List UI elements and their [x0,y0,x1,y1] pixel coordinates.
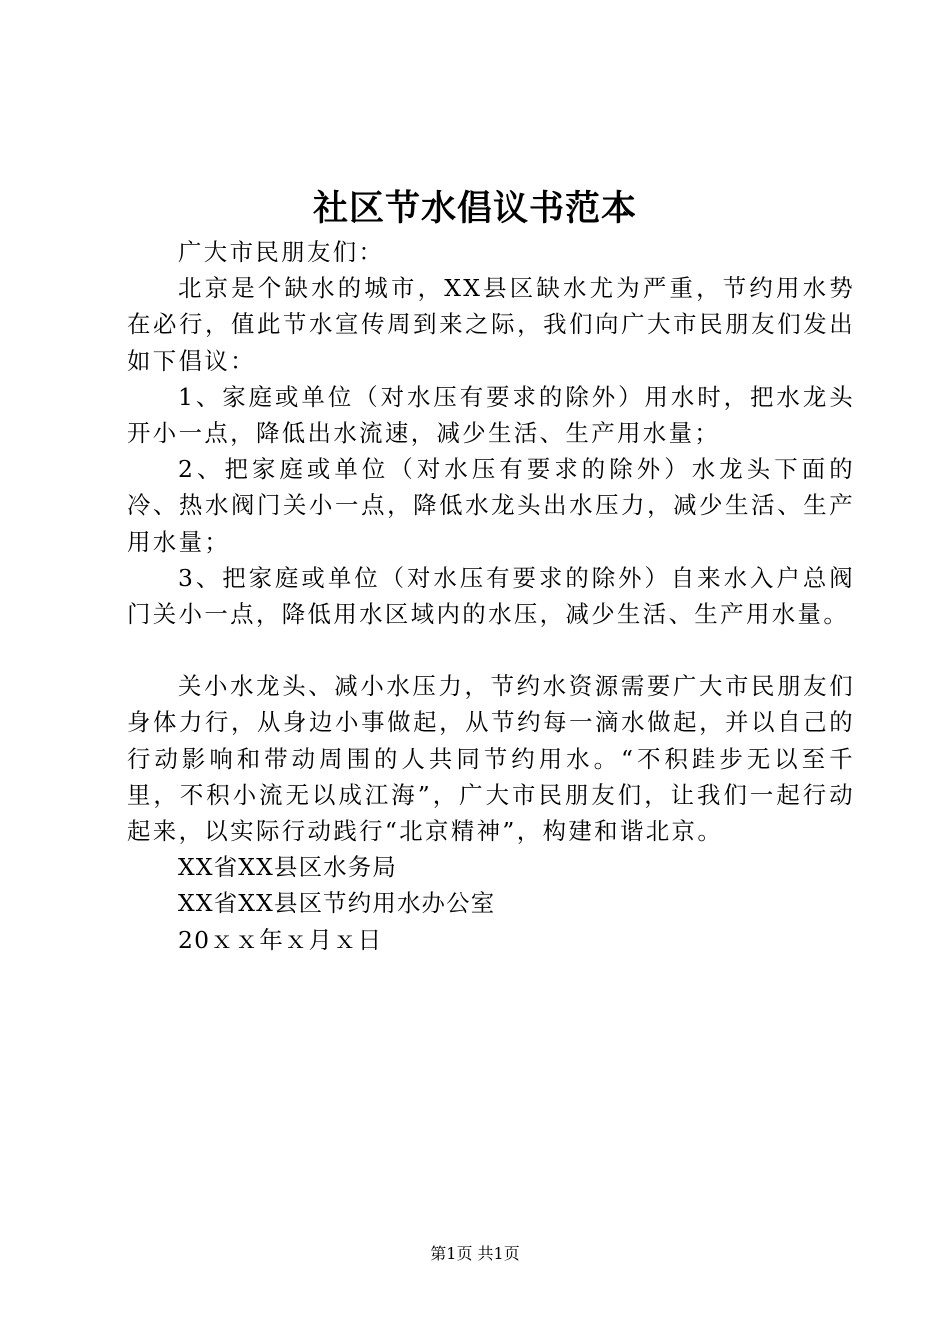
greeting-line: 广大市民朋友们： [178,238,385,266]
paragraph-item-3: 3、把家庭或单位（对水压有要求的除外）自来水入户总阀门关小一点，降低用水区域内的水压，减少生活、生产用水量。 [127,563,855,629]
paragraph-closing: 关小水龙头、减小水压力，节约水资源需要广大市民朋友们身体力行，从身边小事做起，从节约每一滴水做起，并以自己的行动影响和带动周围的人共同节约用水。“不积跬步无以至千里，不积小流无以成江海”，广大市民朋友们，让我们一起行动起来，以实际行动践行“北京精神”，构建和谐北京。 [127,672,855,846]
document-body [127,234,855,958]
signature-water-saving-office: XX省XX县区节约用水办公室 [178,889,496,918]
paragraph-item-2: 2、把家庭或单位（对水压有要求的除外）水龙头下面的冷、热水阀门关小一点，降低水龙头出水压力，减少生活、生产用水量； [127,455,855,556]
document-title: 社区节水倡议书范本 [312,188,637,229]
page-footer: 第1页 共1页 [430,1244,520,1263]
paragraph-intro: 北京是个缺水的城市，XX县区缺水尤为严重，节约用水势在必行，值此节水宣传周到来之际，我们向广大市民朋友们发出如下倡议： [127,274,855,375]
signature-water-bureau: XX省XX县区水务局 [178,853,397,882]
paragraph-item-1: 1、家庭或单位（对水压有要求的除外）用水时，把水龙头开小一点，降低出水流速，减少生活、生产用水量； [127,382,855,448]
signature-date: 20ｘｘ年ｘ月ｘ日 [178,925,383,954]
